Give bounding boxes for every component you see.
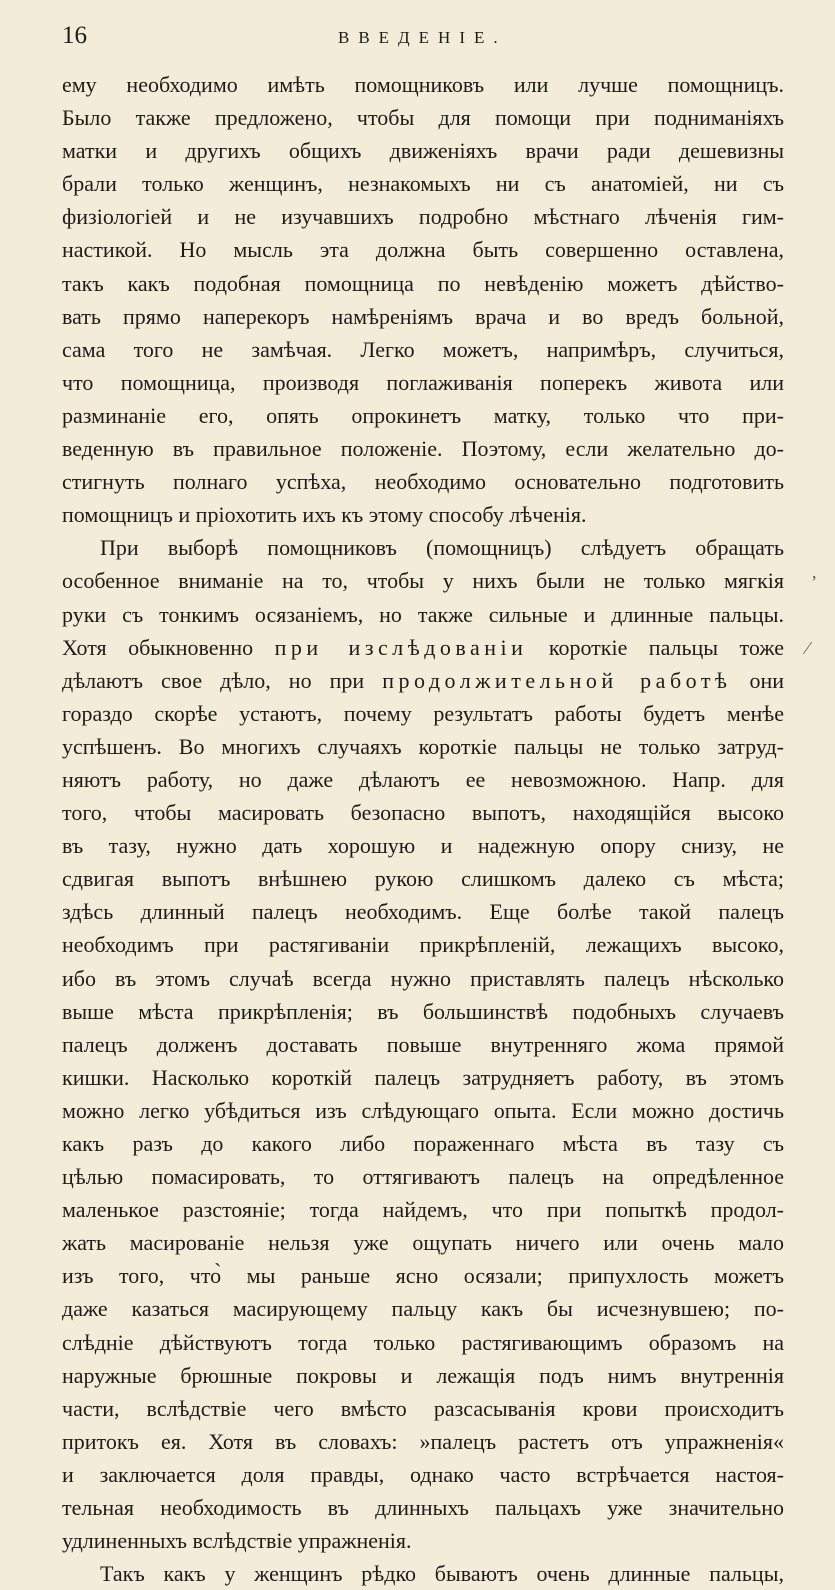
text-line: тельная необходимость въ длинныхъ пальцахъ уже значительно bbox=[62, 1495, 784, 1521]
text-line: цѣлью помасировать, то оттягиваютъ палецъ на опредѣленное bbox=[62, 1164, 784, 1190]
text-line: притокъ ея. Хотя въ словахъ: »палецъ растетъ отъ упражненія« bbox=[62, 1428, 784, 1454]
text-line: маленькое разстояніе; тогда найдемъ, что при попыткѣ продол- bbox=[62, 1197, 784, 1223]
margin-mark: , bbox=[812, 562, 817, 582]
text-line: въ тазу, нужно дать хорошую и надежную опору снизу, не bbox=[62, 833, 784, 859]
text-line: ему необходимо имѣть помощниковъ или лучше помощницъ. bbox=[62, 72, 784, 97]
paragraph-first-line: При выборѣ помощниковъ (помощницъ) слѣдуетъ обращать bbox=[100, 535, 784, 561]
text-line: брали только женщинъ, незнакомыхъ ни съ анатоміей, ни съ bbox=[62, 171, 784, 197]
text-line: стигнуть полнаго успѣха, необходимо основательно подготовить bbox=[62, 469, 784, 495]
text-line: веденную въ правильное положеніе. Поэтому, если желательно до- bbox=[62, 436, 784, 462]
page-header bbox=[0, 22, 835, 58]
text-line: слѣдніе дѣйствуютъ тогда только растягивающимъ образомъ на bbox=[62, 1329, 784, 1355]
text-line: наружные брюшные покровы и лежащія подъ нимъ внутреннія bbox=[62, 1362, 784, 1388]
text-line: физіологіей и не изучавшихъ подробно мѣстнаго лѣченія гим- bbox=[62, 204, 784, 230]
text-line bbox=[62, 664, 784, 697]
text-line: какъ разъ до какого либо пораженнаго мѣста въ тазу съ bbox=[62, 1131, 784, 1156]
text-line: выше мѣста прикрѣпленія; въ большинствѣ подобныхъ случаевъ bbox=[62, 998, 784, 1024]
text-line: даже казаться масирующему пальцу какъ бы исчезнувшею; по- bbox=[62, 1296, 784, 1322]
text-line: того, чтобы масировать безопасно выпотъ, находящійся высоко bbox=[62, 800, 784, 826]
text-run: короткіе пальцы тоже bbox=[527, 634, 784, 660]
text-line: необходимъ при растягиваніи прикрѣпленій, лежащихъ высоко, bbox=[62, 932, 784, 958]
text-line: Было также предложено, чтобы для помощи при подниманіяхъ bbox=[62, 105, 784, 131]
text-line: помощницъ и пріохотить ихъ къ этому способу лѣченія. bbox=[62, 502, 587, 528]
text-line: сама того не замѣчая. Легко можетъ, напримѣръ, случиться, bbox=[62, 336, 784, 362]
margin-mark: ⁄ bbox=[806, 638, 810, 658]
text-line: вать прямо наперекоръ намѣреніямъ врача и во вредъ больной, bbox=[62, 303, 784, 329]
text-line: палецъ долженъ доставать повыше внутренняго жома прямой bbox=[62, 1031, 784, 1057]
text-line: разминаніе его, опять опрокинетъ матку, только что при- bbox=[62, 402, 784, 428]
text-line: жать масированіе нельзя уже ощупать ничего или очень мало bbox=[62, 1230, 784, 1256]
text-line: удлиненныхъ вслѣдствіе упражненія. bbox=[62, 1528, 412, 1554]
text-run: дѣлаютъ свое дѣло, но при bbox=[62, 667, 383, 693]
text-line: руки съ тонкимъ осязаніемъ, но также сильные и длинные пальцы. bbox=[62, 601, 784, 627]
text-line: что помощница, производя поглаживанія поперекъ живота или bbox=[62, 369, 784, 395]
text-line: настикой. Но мысль эта должна быть совершенно оставлена, bbox=[62, 237, 784, 263]
paragraph-first-line: Такъ какъ у женщинъ рѣдко бываютъ очень длинные пальцы, bbox=[100, 1561, 784, 1587]
text-line: сдвигая выпотъ внѣшнею рукою слишкомъ далеко съ мѣста; bbox=[62, 866, 784, 892]
text-line: изъ того, что̀ мы раньше ясно осязали; припухлость можетъ bbox=[62, 1263, 784, 1289]
text-line: и заключается доля правды, однако часто встрѣчается настоя- bbox=[62, 1461, 784, 1487]
page-number: 16 bbox=[62, 22, 87, 49]
emphasized-text: продолжительной работѣ bbox=[382, 667, 732, 693]
text-line: можно легко убѣдиться изъ слѣдующаго опыта. Если можно достичь bbox=[62, 1097, 784, 1123]
emphasized-text: при изслѣдованіи bbox=[274, 634, 528, 660]
text-line: особенное вниманіе на то, чтобы у нихъ были не только мягкія bbox=[62, 568, 784, 594]
running-head: ВВЕДЕНІЕ. bbox=[338, 28, 507, 47]
text-run: они bbox=[731, 667, 784, 693]
text-line: няютъ работу, но даже дѣлаютъ ее невозможною. Напр. для bbox=[62, 766, 784, 792]
text-line: ибо въ этомъ случаѣ всегда нужно приставлять палецъ нѣсколько bbox=[62, 965, 784, 991]
text-line: матки и другихъ общихъ движеніяхъ врачи ради дешевизны bbox=[62, 138, 784, 164]
text-line: здѣсь длинный палецъ необходимъ. Еще болѣе такой палецъ bbox=[62, 899, 784, 925]
text-line: части, вслѣдствіе чего вмѣсто разсасыванія крови происходитъ bbox=[62, 1395, 784, 1421]
text-line: кишки. Насколько короткій палецъ затрудняетъ работу, въ этомъ bbox=[62, 1064, 784, 1090]
text-line: успѣшенъ. Во многихъ случаяхъ короткіе пальцы не только затруд- bbox=[62, 733, 784, 759]
text-line: гораздо скорѣе устаютъ, почему результатъ работы будетъ менѣе bbox=[62, 700, 784, 726]
text-line: такъ какъ подобная помощница по невѣденію можетъ дѣйство- bbox=[62, 270, 784, 296]
body-text bbox=[62, 68, 784, 1590]
text-run: Хотя обыкновенно bbox=[62, 634, 275, 660]
text-line bbox=[62, 631, 784, 664]
